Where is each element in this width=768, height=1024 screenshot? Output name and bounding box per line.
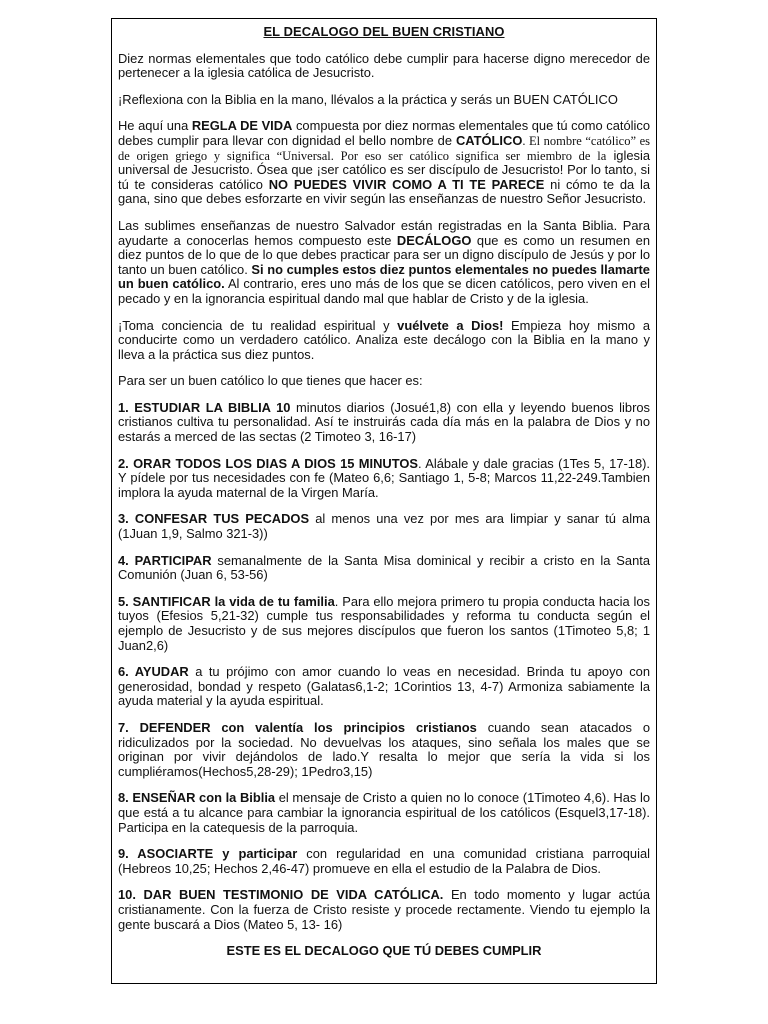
rule-of-life-paragraph [118,119,650,207]
p3-text-f: iglesia universal de Jesucristo. Ósea que ¡ser católico es ser discípulo de Jesucristo! Por lo tanto, si tú te consideras católico [118,147,650,192]
conscience-paragraph [118,319,650,363]
point-4 [118,554,650,583]
point-9-text: con regularidad en una comunidad cristiana parroquial (Hebreos 10,25; Hechos 2,46-47) promueve en ella el estudio de la Palabra de Dios. [118,846,650,876]
point-1 [118,401,650,445]
point-2 [118,457,650,501]
point-6-heading: 6. AYUDAR [118,664,189,680]
point-5 [118,595,650,653]
point-5-text: . Para ello mejora primero tu propia conducta hacia los tuyos (Efesios 5,21-32) cumple tus responsabilidades y reforma tu conducta según el ejemplo de Jesucristo y de sus mejores discípulos que fueron los santos (1Timoteo 5,8; 1 Juan2,6) [118,593,651,653]
point-7-heading: 7. DEFENDER con valentía los principios cristianos [118,719,477,735]
point-4-heading: 4. PARTICIPAR [118,552,212,568]
teachings-paragraph [118,219,650,307]
p3-bold-catolico: CATÓLICO [456,132,523,148]
point-1-heading: 1. ESTUDIAR LA BIBLIA 10 [118,399,291,415]
p3-bold-no-puedes: NO PUEDES VIVIR COMO A TI TE PARECE [268,176,545,192]
point-2-heading: 2. ORAR TODOS LOS DIAS A DIOS 15 MINUTOS [118,455,419,471]
point-5-heading: 5. SANTIFICAR la vida de tu familia [118,593,335,609]
point-9-heading: 9. ASOCIARTE y participar [118,846,298,862]
point-10 [118,888,650,932]
point-8 [118,791,650,835]
p5-text-a: ¡Toma conciencia de tu realidad espiritual y [118,317,398,333]
p4-bold-si-no-cumples: Si no cumples estos diez puntos elementales no puedes llamarte un buen católico. [118,261,650,292]
point-3-heading: 3. CONFESAR TUS PECADOS [118,511,310,527]
p3-text-a: He aquí una [118,118,192,134]
point-10-text: En todo momento y lugar actúa cristianamente. Con la fuerza de Cristo resiste y procede rectamente. Viendo tu ejemplo la gente buscará a Dios (Mateo 5, 13- 16) [118,887,650,932]
p3-bold-rule: REGLA DE VIDA [191,118,293,134]
point-8-text: el mensaje de Cristo a quien no lo conoce (1Timoteo 4,6). Has lo que está a tu alcance para cambiar la ignorancia espiritual de los católicos (Esquel3,17-18). Participa en la catequesis de la parroquia. [118,790,650,835]
point-1-text: minutos diarios (Josué1,8) con ella y leyendo buenos libros cristianos cultiva tu personalidad. Así te instruirás cada día más en la palabra de Dios y no estarás a merced de las sectas (2 Timoteo 3, 16-17) [118,399,650,445]
point-2-text: . Alábale y dale gracias (1Tes 5, 17-18). Y pídele por tus necesidades con fe (Mateo 6,6; Santiago 1, 5-8; Marcos 11,22-249.Tambien implora la ayuda maternal de la Virgen María. [118,455,650,500]
point-10-heading: 10. DAR BUEN TESTIMONIO DE VIDA CATÓLICA. [118,887,444,903]
intro-paragraph: Diez normas elementales que todo católico debe cumplir para hacerse digno merecedor de pertenecer a la iglesia católica de Jesucristo. [118,50,650,81]
p4-bold-decalogo: DECÁLOGO [396,232,472,248]
point-4-text: semanalmente de la Santa Misa dominical y recibir a cristo en la Santa Comunión (Juan 6, 53-56) [118,552,650,583]
point-7 [118,721,650,779]
p3-text-c: compuesta por diez normas elementales que tú como católico debes cumplir para llevar con dignidad el bello nombre de [118,118,650,148]
document-page [111,18,657,984]
document-title: EL DECALOGO DEL BUEN CRISTIANO [263,24,505,39]
point-8-heading: 8. ENSEÑAR con la Biblia [118,790,276,806]
reflect-paragraph: ¡Reflexiona con la Biblia en la mano, llévalos a la práctica y serás un BUEN CATÓLICO [118,91,618,107]
p4-text-e: Al contrario, eres uno más de los que se dicen católicos, pero viven en el pecado y en la ignorancia espiritual dando mal que hablar de Cristo y de la iglesia. [118,276,650,306]
p4-text-c: que es como un resumen en diez puntos de lo que de lo que debes practicar para ser un digno discípulo de Jesús y por lo tanto un buen católico. [118,232,650,277]
p5-text-c: Empieza hoy mismo a conducirte como un verdadero católico. Analiza este decálogo con la Biblia en la mano y lleva a la práctica sus diez puntos. [118,317,651,362]
point-6-text: a tu prójimo con amor cuando lo veas en necesidad. Brinda tu apoyo con generosidad, bondad y respeto (Galatas6,1-2; 1Corintios 13, 4-7) Armoniza sabiamente la ayuda material y la ayuda espiritual. [118,664,650,709]
lead-paragraph: Para ser un buen católico lo que tienes que hacer es: [118,373,423,389]
p5-bold-vuelvete: vuélvete a Dios! [397,317,504,333]
point-3 [118,512,650,541]
closing-line: ESTE ES EL DECALOGO QUE TÚ DEBES CUMPLIR [226,943,542,959]
p3-text-h: ni cómo te da la gana, sino que debes esforzarte en vivir según las enseñanzas de nuestro Señor Jesucristo. [118,176,650,207]
p3-serif-text: . El nombre “católico” es de origen griego y significa “Universal. Por eso ser católico significa ser miembro de la [118,133,650,163]
point-6 [118,665,650,709]
point-9 [118,847,650,876]
point-7-text: cuando sean atacados o ridiculizados por la sociedad. No devuelvas los ataques, sino señala los males que se originan por vivir dejándolos de lado.Y resalta lo mejor que sería la vida si los cumpliéramos(Hechos5,28-29); 1Pedro3,15) [118,719,651,779]
point-3-text: al menos una vez por mes ara limpiar y sanar tú alma (1Juan 1,9, Salmo 321-3)) [118,511,650,542]
p4-text-a: Las sublimes enseñanzas de nuestro Salvador están registradas en la Santa Biblia. Para ayudarte a conocerlas hemos compuesto este [118,217,650,248]
